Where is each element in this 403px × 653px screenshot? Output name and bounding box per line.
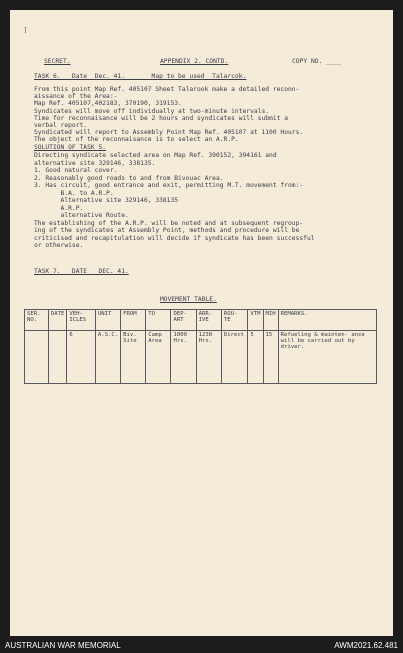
table-cell (48, 331, 66, 384)
footer-bar (0, 636, 403, 653)
table-cell: A.S.C. (95, 331, 120, 384)
footer-right: AWM2021.62.481 (334, 641, 398, 650)
col-header: ARR- IVE (196, 310, 221, 331)
col-header: VEH- ICLES (67, 310, 96, 331)
table-cell: Biv. Site (121, 331, 146, 384)
secret-label: SECRET. (44, 58, 71, 65)
table-cell: 6 (67, 331, 96, 384)
solution-heading: SOLUTION OF TASK 5. (34, 144, 107, 151)
movement-table-title: MOVEMENT TABLE. (160, 296, 217, 303)
table-cell: Refueling & mainten- ance will be carried out by driver. (278, 331, 376, 384)
col-header: DEP- ART (171, 310, 196, 331)
table-row (25, 331, 377, 384)
table-header-row (25, 310, 377, 331)
col-header: DATE (48, 310, 66, 331)
table-cell: 15 (263, 331, 278, 384)
col-header: UNIT (95, 310, 120, 331)
col-header: REMARKS. (278, 310, 376, 331)
col-header: ROU- TE (221, 310, 248, 331)
task7-heading: TASK 7. DATE DEC. 41. (34, 268, 129, 275)
col-header: SER. NO. (25, 310, 49, 331)
table-cell: 5 (248, 331, 263, 384)
table-cell: Camp Area (146, 331, 171, 384)
table-cell (25, 331, 49, 384)
copy-number: COPY NO. ____ (292, 58, 342, 65)
task6-heading: TASK 6. Date Dec. 41. Map to be used Talarcok. (34, 73, 247, 80)
task6-body: From this point Map Ref. 405107 Sheet Talarook make a detailed reconn- aissance of the Area:- Map Ref. 405107,402183, 370190, 319153. Syndicates will move off individually at two-minute intervals. Time for reconnaisance will be 2 hours and syndicates will submit a verbal report. Syndicated will report to Assembly Point Map Ref. 405107 at 1100 Hours. The object of the reconnaisance is to select an A.R.P. (34, 86, 304, 144)
col-header: VTM (248, 310, 263, 331)
appendix-label: APPENDIX 2. CONTD. (160, 58, 229, 65)
footer-left: AUSTRALIAN WAR MEMORIAL (5, 641, 121, 650)
table-cell: Direct (221, 331, 248, 384)
table-cell: 1230 Hrs. (196, 331, 221, 384)
col-header: FROM (121, 310, 146, 331)
movement-table (24, 309, 377, 384)
solution-body: Directing syndicate selected area on Map Ref. 390152, 394161 and alternative site 329146, 338135. 1. Good natural cover. 2. Reasonably good roads to and from Bivouac Area. 3. Has circuit, good entrance and exit, permitting M.T. movement from:- B.A. to A.R.P. Alternative site 329146, 338135 A.R.P. alternative Route. The establishing of the A.R.P. will be noted and at subsequent regroup- ing of the syndicates at Assembly Point, methods and procedure will be criticised and recapitulation will decide if syndicate has been successful or otherwise. (34, 152, 315, 249)
table-cell: 1000 Hrs. (171, 331, 196, 384)
col-header: TO (146, 310, 171, 331)
col-header: MIH (263, 310, 278, 331)
punch-mark: ⁝ (24, 26, 27, 36)
